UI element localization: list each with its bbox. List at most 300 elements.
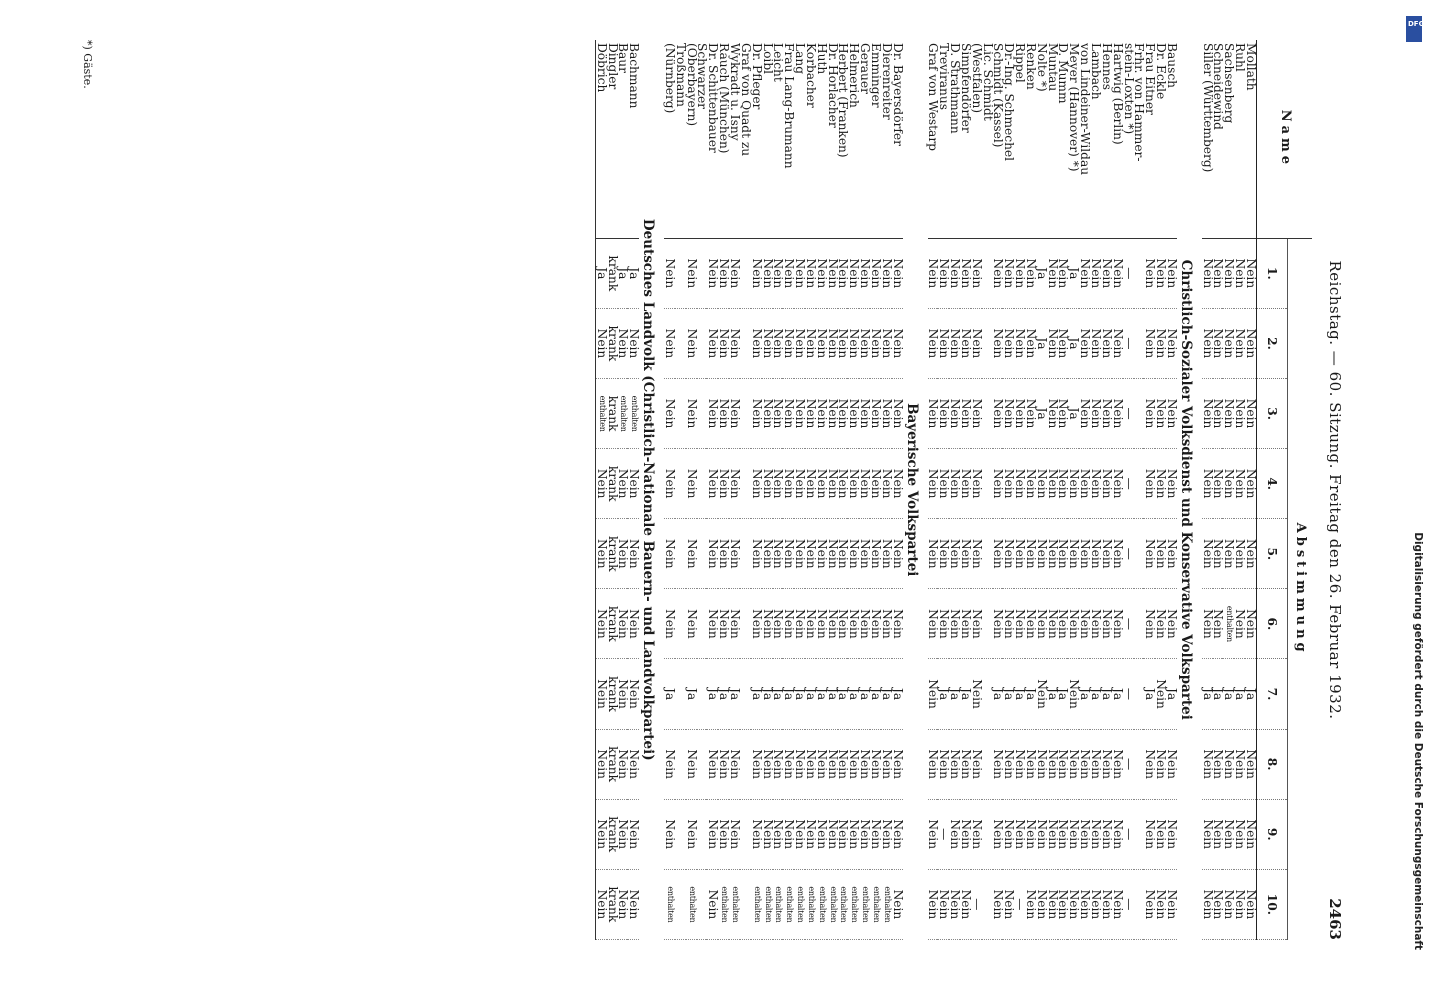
- vote-cell: Ja: [1234, 659, 1245, 729]
- member-name: Leicht: [773, 40, 784, 238]
- vote-cell: Nein: [708, 799, 719, 869]
- vote-cell: Nein: [708, 869, 719, 939]
- vote-cell: Nein: [870, 449, 881, 519]
- vote-cell: —: [1123, 308, 1134, 378]
- vote-cell: Nein: [1155, 449, 1166, 519]
- member-name: D. Mumm: [1058, 40, 1069, 238]
- vote-cell: enthalten: [783, 869, 794, 939]
- vote-cell: Nein: [618, 589, 629, 659]
- vote-cell: Nein: [1079, 379, 1090, 449]
- vote-cell: Nein: [628, 799, 639, 869]
- member-name: Hartwig (Berlin): [1112, 40, 1123, 238]
- vote-cell: Nein: [1090, 869, 1101, 939]
- vote-cell: Nein: [773, 519, 784, 589]
- vote-cell: Nein: [1245, 729, 1256, 799]
- vote-cell: Ja: [1213, 659, 1224, 729]
- vote-cell: Nein: [838, 799, 849, 869]
- vote-cell: Nein: [928, 449, 939, 519]
- vote-cell: Nein: [618, 869, 629, 939]
- member-name: Frhr. von Hammer-: [1134, 40, 1145, 238]
- vote-cell: Nein: [993, 729, 1004, 799]
- vote-cell: Nein: [628, 589, 639, 659]
- vote-cell: Nein: [993, 379, 1004, 449]
- member-name: Schwarzer: [697, 40, 708, 238]
- vote-cell: enthalten: [848, 869, 859, 939]
- vote-cell: Nein: [949, 799, 960, 869]
- table-row: [848, 40, 859, 940]
- vote-cell: Nein: [1155, 729, 1166, 799]
- vote-cell: Nein: [1101, 869, 1112, 939]
- vote-cell: Nein: [993, 238, 1004, 308]
- vote-cell: Nein: [971, 589, 982, 659]
- vote-cell: Nein: [1047, 449, 1058, 519]
- vote-cell: Nein: [1003, 238, 1014, 308]
- member-name: Helmerich: [848, 40, 859, 238]
- vote-cell: Nein: [773, 308, 784, 378]
- vote-cell: Nein: [1155, 799, 1166, 869]
- vote-cell: Ja: [1036, 308, 1047, 378]
- vote-cell: enthalten: [816, 869, 827, 939]
- vote-cell: Ja: [729, 659, 740, 729]
- vote-cell: Nein: [1112, 589, 1123, 659]
- member-name: Hennes: [1101, 40, 1112, 238]
- member-name: Baur: [618, 40, 629, 238]
- vote-cell: Nein: [1202, 519, 1213, 589]
- vote-cell: Nein: [1144, 379, 1155, 449]
- member-name: Bausch: [1166, 40, 1177, 238]
- vote-cell: Nein: [708, 729, 719, 799]
- vote-cell: Nein: [762, 449, 773, 519]
- vote-cell: Nein: [618, 729, 629, 799]
- vote-cell: Nein: [718, 519, 729, 589]
- vote-cell: Nein: [960, 729, 971, 799]
- vote-cell: Nein: [938, 729, 949, 799]
- vote-cell: —: [1123, 869, 1134, 939]
- vote-cell: Nein: [1202, 869, 1213, 939]
- vote-cell: Nein: [1245, 799, 1256, 869]
- vote-cell: Ja: [1069, 308, 1080, 378]
- vote-cell: Ja: [1144, 659, 1155, 729]
- vote-cell: Nein: [595, 729, 606, 799]
- vote-cell: Nein: [783, 729, 794, 799]
- vote-cell: Ja: [1036, 379, 1047, 449]
- member-name: Lambach: [1090, 40, 1101, 238]
- vote-cell: Nein: [1223, 308, 1234, 378]
- vote-cell: Nein: [783, 519, 794, 589]
- vote-cell: Nein: [960, 449, 971, 519]
- vote-cell: Nein: [1025, 238, 1036, 308]
- vote-cell: Nein: [928, 308, 939, 378]
- member-name: Gerauer: [859, 40, 870, 238]
- vote-cell: Nein: [848, 379, 859, 449]
- vote-cell: Nein: [1036, 589, 1047, 659]
- vote-cell: Nein: [1245, 308, 1256, 378]
- vote-cell: Nein: [805, 238, 816, 308]
- vote-cell: Nein: [1112, 379, 1123, 449]
- vote-cell: Nein: [628, 729, 639, 799]
- vote-cell: Nein: [794, 589, 805, 659]
- vote-cell: Nein: [892, 379, 903, 449]
- vote-cell: Nein: [1223, 519, 1234, 589]
- vote-cell: Nein: [1090, 449, 1101, 519]
- vote-cell: Nein: [838, 238, 849, 308]
- vote-cell: Ja: [859, 659, 870, 729]
- table-row: [1223, 40, 1234, 940]
- vote-cell: Nein: [1014, 308, 1025, 378]
- vote-cell: enthalten: [762, 869, 773, 939]
- vote-cell: Nein: [762, 589, 773, 659]
- vote-cell: —: [1123, 799, 1134, 869]
- vote-cell: Nein: [618, 799, 629, 869]
- vote-cell: Nein: [1202, 799, 1213, 869]
- vote-cell: Nein: [708, 589, 719, 659]
- vote-cell: Nein: [928, 519, 939, 589]
- vote-cell: Nein: [993, 799, 1004, 869]
- vote-cell: Nein: [628, 869, 639, 939]
- vote-cell: Ja: [993, 659, 1004, 729]
- vote-cell: Nein: [1155, 379, 1166, 449]
- vote-cell: Nein: [686, 449, 697, 519]
- vote-cell: Nein: [938, 519, 949, 589]
- vote-cell: Ja: [827, 659, 838, 729]
- vote-cell: Nein: [892, 869, 903, 939]
- dfg-logo-text: DFG: [1408, 20, 1425, 28]
- vote-cell: Nein: [827, 379, 838, 449]
- vote-cell: Nein: [805, 519, 816, 589]
- member-name: Huth: [816, 40, 827, 238]
- vote-cell: Nein: [1025, 589, 1036, 659]
- vote-cell: Nein: [595, 589, 606, 659]
- vote-cell: Nein: [949, 519, 960, 589]
- table-row: [686, 40, 697, 940]
- table-row: [993, 40, 1004, 940]
- vote-cell: Nein: [751, 589, 762, 659]
- vote-cell: Nein: [1234, 308, 1245, 378]
- vote-cell: enthalten: [859, 869, 870, 939]
- vote-cell: Nein: [1144, 799, 1155, 869]
- vote-cell: Nein: [595, 449, 606, 519]
- vote-cell: Nein: [595, 519, 606, 589]
- vote-number-10: 10.: [1257, 869, 1288, 939]
- vote-cell: enthalten: [838, 869, 849, 939]
- vote-cell: Nein: [729, 449, 740, 519]
- vote-cell: krank: [607, 308, 618, 378]
- vote-cell: krank: [607, 238, 618, 308]
- vote-cell: Nein: [1213, 589, 1224, 659]
- vote-cell: Ja: [938, 659, 949, 729]
- vote-cell: Nein: [1014, 519, 1025, 589]
- vote-cell: Nein: [1155, 308, 1166, 378]
- vote-cell: Ja: [848, 659, 859, 729]
- vote-cell: Nein: [1025, 729, 1036, 799]
- vote-cell: Nein: [827, 519, 838, 589]
- member-name: Dr. Pfleger: [751, 40, 762, 238]
- vote-cell: Nein: [686, 799, 697, 869]
- vote-cell: Nein: [729, 308, 740, 378]
- vote-cell: Nein: [870, 238, 881, 308]
- vote-cell: Nein: [1202, 589, 1213, 659]
- vote-cell: Nein: [1101, 799, 1112, 869]
- vote-cell: Nein: [794, 238, 805, 308]
- vote-cell: Nein: [1234, 799, 1245, 869]
- vote-cell: Nein: [1112, 799, 1123, 869]
- vote-cell: Nein: [1101, 519, 1112, 589]
- vote-cell: Nein: [783, 238, 794, 308]
- vote-cell: Nein: [1090, 519, 1101, 589]
- vote-cell: Nein: [1144, 519, 1155, 589]
- vote-cell: Nein: [1036, 729, 1047, 799]
- vote-cell: Nein: [1144, 589, 1155, 659]
- vote-cell: —: [1123, 589, 1134, 659]
- vote-cell: Nein: [783, 379, 794, 449]
- vote-cell: Nein: [1213, 379, 1224, 449]
- member-name: Simpfendörfer: [960, 40, 971, 238]
- vote-cell: Nein: [938, 589, 949, 659]
- vote-cell: Ja: [628, 238, 639, 308]
- vote-cell: Nein: [805, 589, 816, 659]
- table-row: [751, 40, 762, 940]
- vote-cell: —: [1123, 449, 1134, 519]
- vote-cell: Nein: [816, 308, 827, 378]
- vote-cell: Nein: [794, 799, 805, 869]
- vote-cell: Nein: [1112, 729, 1123, 799]
- vote-cell: Nein: [881, 589, 892, 659]
- vote-cell: enthalten: [686, 869, 697, 939]
- vote-cell: Nein: [1223, 238, 1234, 308]
- member-name: Graf von Westarp: [928, 40, 939, 238]
- vote-cell: Nein: [1047, 589, 1058, 659]
- vote-number-3: 3.: [1257, 379, 1288, 449]
- table-row: [628, 40, 639, 940]
- member-name: Frau Eitner: [1144, 40, 1155, 238]
- vote-cell: Nein: [664, 379, 675, 449]
- vote-cell: Nein: [708, 238, 719, 308]
- vote-cell: Nein: [1047, 799, 1058, 869]
- vote-cell: Nein: [664, 589, 675, 659]
- vote-cell: Nein: [718, 729, 729, 799]
- vote-cell: Nein: [1213, 308, 1224, 378]
- vote-cell: Nein: [708, 379, 719, 449]
- vote-cell: Nein: [1036, 799, 1047, 869]
- member-name: von Lindeiner-Wildau: [1079, 40, 1090, 238]
- table-row: [783, 40, 794, 940]
- vote-cell: Nein: [949, 449, 960, 519]
- vote-cell: Nein: [1025, 379, 1036, 449]
- vote-cell: Nein: [718, 308, 729, 378]
- vote-cell: Nein: [1058, 238, 1069, 308]
- member-name: Mollath: [1245, 40, 1256, 238]
- vote-cell: Nein: [751, 379, 762, 449]
- member-name: Dierenreiter: [881, 40, 892, 238]
- vote-cell: Nein: [881, 799, 892, 869]
- vote-cell: Nein: [1069, 659, 1080, 729]
- vote-cell: Nein: [762, 379, 773, 449]
- vote-cell: Nein: [1101, 379, 1112, 449]
- vote-cell: Ja: [794, 659, 805, 729]
- party-heading-row: [1177, 40, 1196, 940]
- vote-cell: Nein: [1202, 308, 1213, 378]
- vote-cell: —: [1123, 519, 1134, 589]
- member-name: Loibl: [762, 40, 773, 238]
- vote-cell: enthalten: [718, 869, 729, 939]
- table-row: [1144, 40, 1155, 940]
- vote-cell: Ja: [1025, 659, 1036, 729]
- table-row: [595, 40, 606, 940]
- vote-cell: Nein: [1069, 519, 1080, 589]
- vote-table-body: [595, 40, 1256, 940]
- vote-cell: Nein: [1079, 589, 1090, 659]
- vote-number-9: 9.: [1257, 799, 1288, 869]
- vote-cell: Ja: [805, 659, 816, 729]
- vote-cell: Nein: [686, 519, 697, 589]
- vote-cell: Nein: [664, 308, 675, 378]
- vote-cell: Nein: [1036, 519, 1047, 589]
- member-name: Bachmann: [628, 40, 639, 238]
- vote-cell: Nein: [1036, 869, 1047, 939]
- vote-cell: Nein: [949, 308, 960, 378]
- vote-cell: Nein: [729, 729, 740, 799]
- vote-cell: Nein: [1112, 519, 1123, 589]
- vote-cell: Nein: [1155, 519, 1166, 589]
- vote-cell: Nein: [1003, 729, 1014, 799]
- vote-cell: Nein: [618, 308, 629, 378]
- vote-cell: Nein: [928, 589, 939, 659]
- vote-cell: Nein: [1047, 238, 1058, 308]
- vote-cell: Nein: [805, 729, 816, 799]
- vote-cell: Nein: [1014, 729, 1025, 799]
- vote-cell: Nein: [928, 729, 939, 799]
- vote-cell: krank: [607, 729, 618, 799]
- vote-cell: Nein: [928, 869, 939, 939]
- member-name: Korbacher: [805, 40, 816, 238]
- vote-cell: enthalten: [618, 379, 629, 449]
- vote-cell: Nein: [881, 379, 892, 449]
- vote-cell: Nein: [664, 449, 675, 519]
- vote-cell: Ja: [1079, 659, 1090, 729]
- vote-cell: Nein: [1202, 449, 1213, 519]
- vote-cell: Ja: [1069, 238, 1080, 308]
- vote-cell: Nein: [892, 308, 903, 378]
- vote-cell: Nein: [751, 799, 762, 869]
- table-row: [938, 40, 949, 940]
- vote-cell: Nein: [816, 589, 827, 659]
- vote-cell: Nein: [628, 449, 639, 519]
- vote-cell: krank: [607, 589, 618, 659]
- member-name: Emminger: [870, 40, 881, 238]
- vote-cell: Nein: [1058, 519, 1069, 589]
- vote-cell: Nein: [960, 379, 971, 449]
- member-name: Herbert (Franken): [838, 40, 849, 238]
- vote-cell: Nein: [960, 799, 971, 869]
- vote-cell: Nein: [838, 519, 849, 589]
- vote-cell: Ja: [881, 659, 892, 729]
- footnote: *) Gäste.: [81, 40, 94, 89]
- vote-number-7: 7.: [1257, 659, 1288, 729]
- vote-cell: Nein: [762, 729, 773, 799]
- vote-cell: Nein: [1155, 238, 1166, 308]
- vote-cell: Ja: [1047, 659, 1058, 729]
- vote-cell: Nein: [1069, 799, 1080, 869]
- member-name: Wykradt u. Isny: [729, 40, 740, 238]
- vote-cell: Nein: [751, 308, 762, 378]
- vote-cell: Nein: [1155, 659, 1166, 729]
- vote-cell: Ja: [1245, 659, 1256, 729]
- vote-cell: Nein: [848, 589, 859, 659]
- vote-cell: Nein: [870, 519, 881, 589]
- vote-cell: Nein: [773, 589, 784, 659]
- vote-cell: Nein: [928, 659, 939, 729]
- vote-cell: Nein: [993, 519, 1004, 589]
- vote-cell: Nein: [892, 238, 903, 308]
- vote-cell: Nein: [971, 729, 982, 799]
- vote-cell: enthalten: [628, 379, 639, 449]
- vote-cell: Nein: [838, 449, 849, 519]
- vote-cell: Ja: [870, 659, 881, 729]
- vote-cell: Nein: [794, 379, 805, 449]
- member-name: (Nürnberg): [664, 40, 675, 238]
- vote-cell: Nein: [1223, 869, 1234, 939]
- vote-cell: Nein: [1025, 869, 1036, 939]
- vote-cell: Ja: [816, 659, 827, 729]
- vote-cell: Nein: [618, 519, 629, 589]
- vote-cell: Nein: [1245, 519, 1256, 589]
- vote-cell: Nein: [762, 238, 773, 308]
- member-name: Sachsenberg: [1223, 40, 1234, 238]
- vote-cell: Ja: [664, 659, 675, 729]
- vote-cell: Nein: [1166, 799, 1177, 869]
- page-header: [1320, 40, 1350, 940]
- vote-cell: Nein: [1223, 799, 1234, 869]
- vote-cell: Nein: [971, 799, 982, 869]
- vote-cell: Nein: [1014, 799, 1025, 869]
- vote-cell: Ja: [960, 659, 971, 729]
- vote-cell: Nein: [1058, 869, 1069, 939]
- vote-cell: Nein: [1079, 238, 1090, 308]
- vote-cell: Nein: [718, 449, 729, 519]
- vote-cell: Nein: [628, 519, 639, 589]
- vote-cell: Nein: [848, 238, 859, 308]
- member-name: Siller (Württemberg): [1202, 40, 1213, 238]
- vote-cell: Nein: [816, 238, 827, 308]
- vote-cell: Nein: [1245, 238, 1256, 308]
- vote-cell: enthalten: [870, 869, 881, 939]
- vote-cell: Nein: [618, 659, 629, 729]
- page-number: 2463: [1326, 898, 1344, 940]
- vote-cell: Nein: [870, 589, 881, 659]
- vote-cell: Nein: [686, 589, 697, 659]
- vote-cell: Nein: [1112, 449, 1123, 519]
- rotated-page: [80, 40, 1350, 940]
- name-column-header: Name: [1257, 40, 1313, 238]
- vote-cell: Nein: [1025, 519, 1036, 589]
- vote-cell: Nein: [1223, 379, 1234, 449]
- vote-cell: Nein: [1166, 449, 1177, 519]
- party-heading-row: [903, 40, 922, 940]
- vote-cell: Nein: [794, 519, 805, 589]
- vote-cell: Nein: [628, 308, 639, 378]
- vote-cell: Nein: [1069, 589, 1080, 659]
- table-row: [1202, 40, 1213, 940]
- vote-cell: Ja: [618, 238, 629, 308]
- vote-cell: Nein: [816, 379, 827, 449]
- vote-cell: Ja: [1166, 659, 1177, 729]
- vote-cell: enthalten: [794, 869, 805, 939]
- vote-cell: Nein: [993, 589, 1004, 659]
- party-heading: Deutsches Landvolk (Christlich-Nationale Bauern- und Landvolkpartei): [640, 218, 657, 761]
- vote-cell: Nein: [1245, 589, 1256, 659]
- member-name: Dr. Bayersdörfer: [892, 40, 903, 238]
- vote-cell: Nein: [1213, 238, 1224, 308]
